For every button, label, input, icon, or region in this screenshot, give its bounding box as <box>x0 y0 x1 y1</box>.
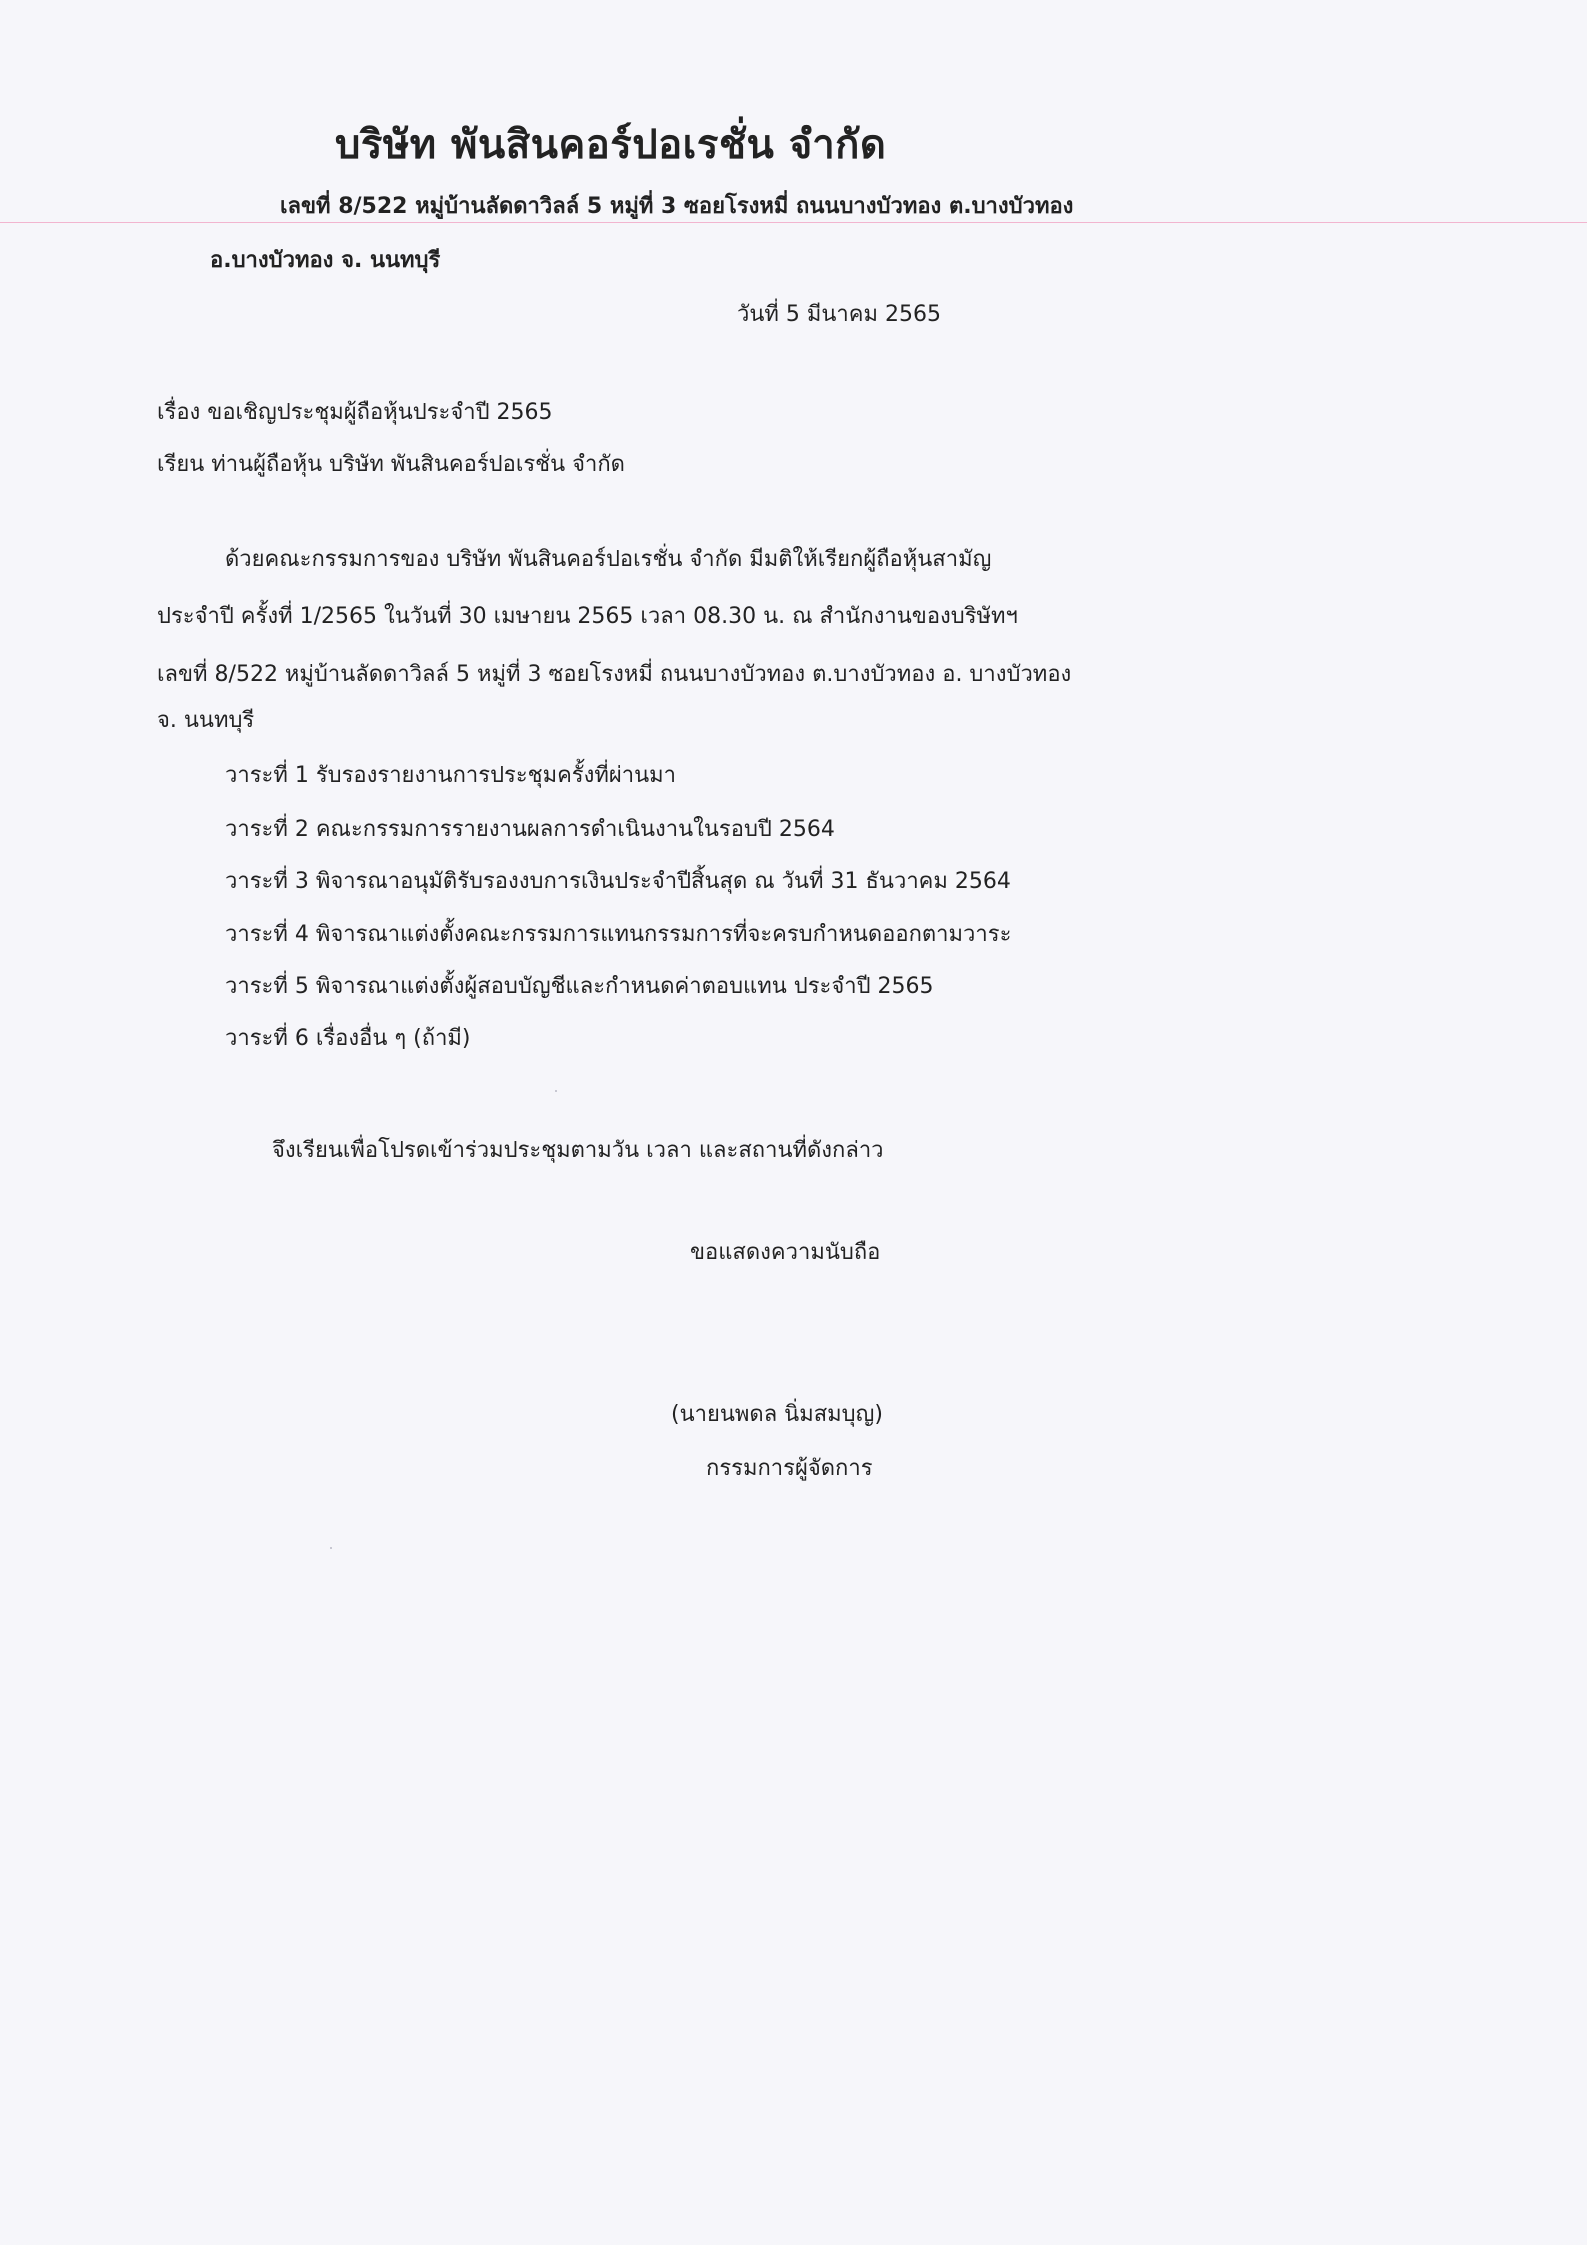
company-address-line-1: เลขที่ 8/522 หมู่บ้านลัดดาวิลล์ 5 หมู่ที่ 3 ซอยโรงหมี่ ถนนบางบัวทอง ต.บางบัวทอง <box>280 194 1074 219</box>
agenda-item-3: วาระที่ 3 พิจารณาอนุมัติรับรองงบการเงินประจำปีสิ้นสุด ณ วันที่ 31 ธันวาคม 2564 <box>225 869 1011 894</box>
body-line-3: เลขที่ 8/522 หมู่บ้านลัดดาวิลล์ 5 หมู่ที่ 3 ซอยโรงหมี่ ถนนบางบัวทอง ต.บางบัวทอง อ. บางบัวทอง <box>157 662 1072 687</box>
closing-regards: ขอแสดงความนับถือ <box>690 1240 881 1265</box>
agenda-item-4: วาระที่ 4 พิจารณาแต่งตั้งคณะกรรมการแทนกรรมการที่จะครบกำหนดออกตามวาระ <box>225 922 1012 947</box>
company-name: บริษัท พันสินคอร์ปอเรชั่น จำกัด <box>335 122 887 168</box>
closing-sentence: จึงเรียนเพื่อโปรดเข้าร่วมประชุมตามวัน เวลา และสถานที่ดังกล่าว <box>272 1138 884 1163</box>
agenda-item-5: วาระที่ 5 พิจารณาแต่งตั้งผู้สอบบัญชีและกำหนดค่าตอบแทน ประจำปี 2565 <box>225 974 934 999</box>
scan-speck <box>330 1547 332 1549</box>
agenda-item-2: วาระที่ 2 คณะกรรมการรายงานผลการดำเนินงานในรอบปี 2564 <box>225 817 835 842</box>
signatory-name: (นายนพดล นิ่มสมบุญ) <box>671 1402 883 1427</box>
letter-date: วันที่ 5 มีนาคม 2565 <box>737 302 941 327</box>
letter-recipient: เรียน ท่านผู้ถือหุ้น บริษัท พันสินคอร์ปอเรชั่น จำกัด <box>157 452 625 477</box>
body-line-1: ด้วยคณะกรรมการของ บริษัท พันสินคอร์ปอเรชั่น จำกัด มีมติให้เรียกผู้ถือหุ้นสามัญ <box>225 547 992 572</box>
agenda-item-1: วาระที่ 1 รับรองรายงานการประชุมครั้งที่ผ่านมา <box>225 763 677 788</box>
letter-subject: เรื่อง ขอเชิญประชุมผู้ถือหุ้นประจำปี 2565 <box>157 400 553 425</box>
body-line-4: จ. นนทบุรี <box>157 708 255 733</box>
company-address-line-2: อ.บางบัวทอง จ. นนทบุรี <box>210 248 441 273</box>
signatory-title: กรรมการผู้จัดการ <box>706 1456 873 1481</box>
body-line-2: ประจำปี ครั้งที่ 1/2565 ในวันที่ 30 เมษายน 2565 เวลา 08.30 น. ณ สำนักงานของบริษัทฯ <box>157 604 1018 629</box>
agenda-item-6: วาระที่ 6 เรื่องอื่น ๆ (ถ้ามี) <box>225 1026 471 1051</box>
scan-speck <box>555 1090 557 1092</box>
